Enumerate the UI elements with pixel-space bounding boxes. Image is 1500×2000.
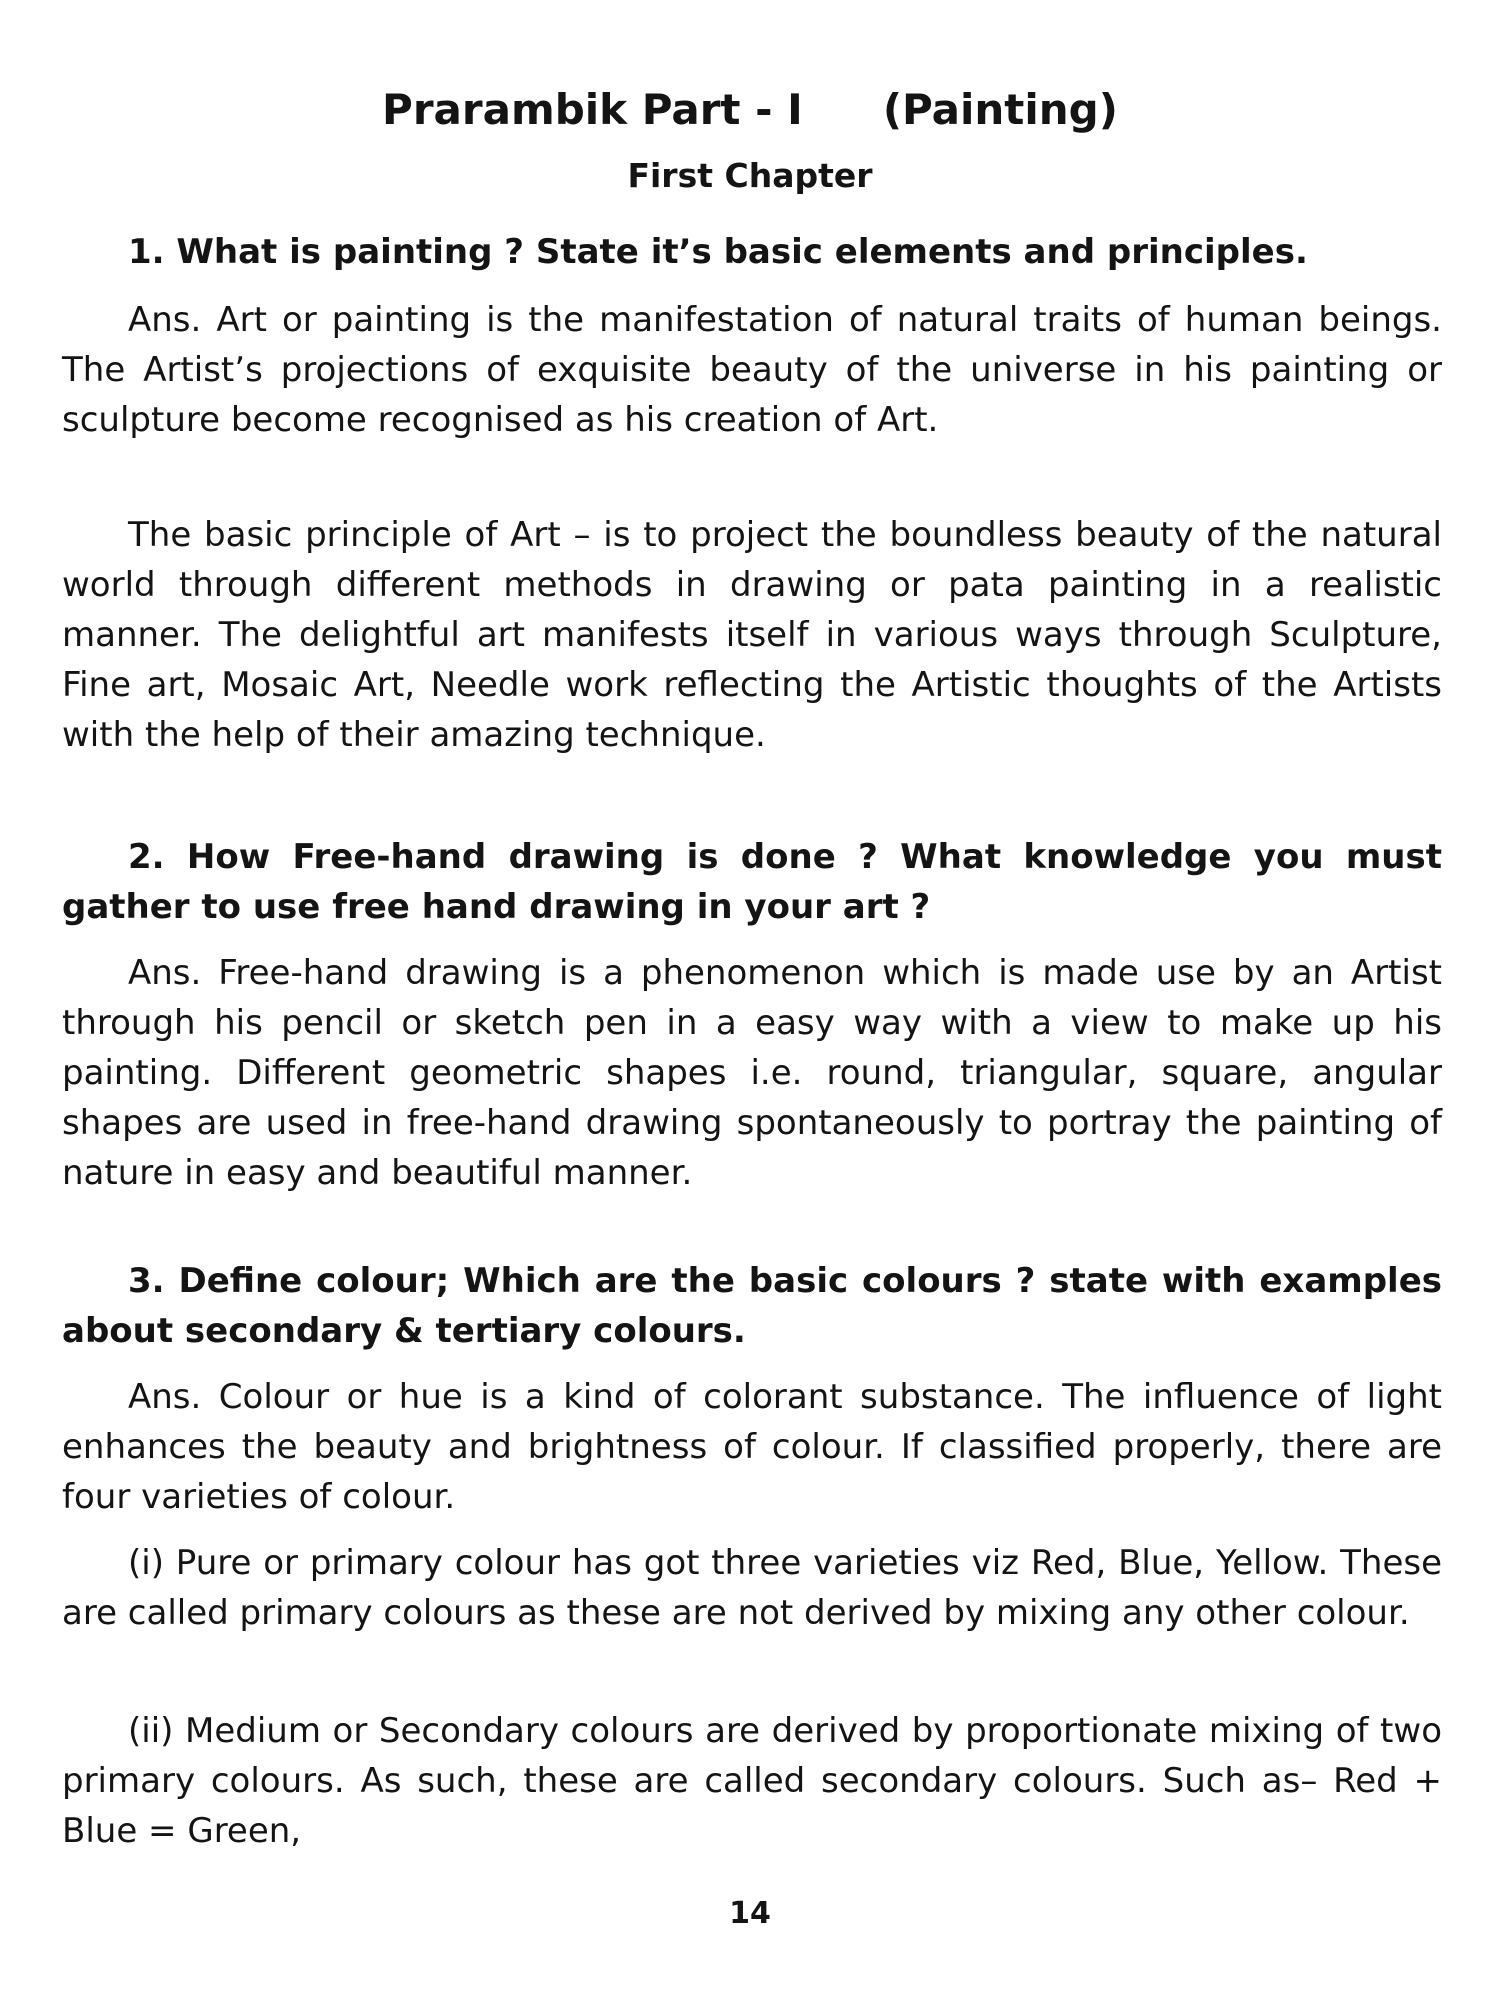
answer-1-paragraph-1: Ans. Art or painting is the manifestation of natural traits of human beings. The Artist’s projections of exquisite beauty of the universe in his painting or sculpture become recognised as his creation of Art. xyxy=(62,300,1442,440)
answer-3-paragraph-3: (ii) Medium or Secondary colours are derived by proportionate mixing of two primary colours. As such, these are called secondary colours. Such as– Red + Blue = Green, xyxy=(62,1711,1442,1851)
question-1: 1. What is painting ? State it’s basic elements and principles. xyxy=(128,232,1308,272)
page-title xyxy=(0,84,1500,136)
title-part: Prarambik Part - I xyxy=(382,85,803,134)
page-number: 14 xyxy=(729,1896,771,1931)
answer-3-paragraph-2: (i) Pure or primary colour has got three varieties viz Red, Blue, Yellow. These are called primary colours as these are not derived by mixing any other colour. xyxy=(62,1543,1442,1633)
chapter-heading: First Chapter xyxy=(627,156,873,195)
question-3: 3. Define colour; Which are the basic colours ? state with examples about secondary & tertiary colours. xyxy=(62,1261,1442,1351)
answer-3-paragraph-1: Ans. Colour or hue is a kind of colorant substance. The influence of light enhances the beauty and brightness of colour. If classified properly, there are four varieties of colour. xyxy=(62,1377,1442,1517)
title-subject: (Painting) xyxy=(882,85,1118,134)
answer-2: Ans. Free-hand drawing is a phenomenon which is made use by an Artist through his pencil or sketch pen in a easy way with a view to make up his painting. Different geometric shapes i.e. round, triangular, square, angular shapes are used in free-hand drawing spontaneously to portray the painting of nature in easy and beautiful manner. xyxy=(62,953,1442,1193)
question-2: 2. How Free-hand drawing is done ? What knowledge you must gather to use free hand drawing in your art ? xyxy=(62,837,1442,927)
answer-1-paragraph-2: The basic principle of Art – is to project the boundless beauty of the natural world through different methods in drawing or pata painting in a realistic manner. The delightful art manifests itself in various ways through Sculpture, Fine art, Mosaic Art, Needle work reflecting the Artistic thoughts of the Artists with the help of their amazing technique. xyxy=(62,515,1442,755)
